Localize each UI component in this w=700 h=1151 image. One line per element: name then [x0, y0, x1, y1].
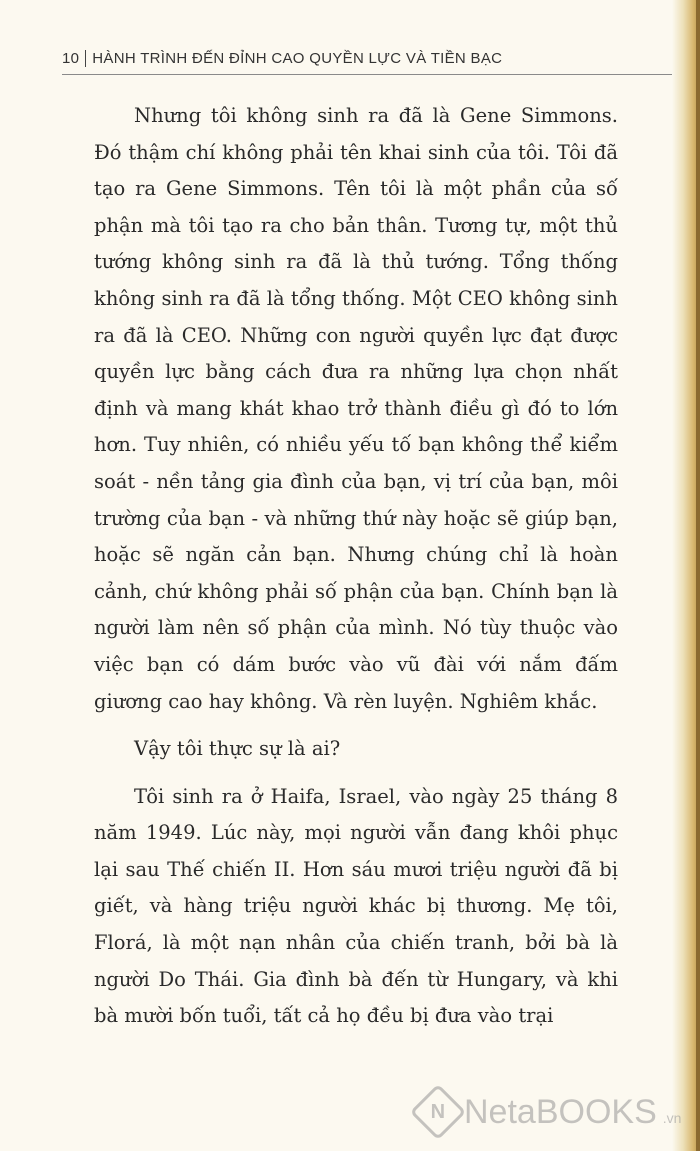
watermark-brand: NetaBOOKS — [464, 1092, 657, 1131]
body-text — [94, 98, 618, 1035]
running-title: HÀNH TRÌNH ĐẾN ĐỈNH CAO QUYỀN LỰC VÀ TIỀN BẠC — [92, 50, 503, 67]
watermark-suffix: .vn — [662, 1110, 682, 1126]
watermark — [418, 1086, 681, 1138]
netabooks-logo-icon: N — [410, 1084, 467, 1141]
paragraph: Tôi sinh ra ở Haifa, Israel, vào ngày 25 tháng 8 năm 1949. Lúc này, mọi người vẫn đang khôi phục lại sau Thế chiến II. Hơn sáu mươi triệu người đã bị giết, và hàng triệu người khác bị thương. Mẹ tôi, Florá, là một nạn nhân của chiến tranh, bởi bà là người Do Thái. Gia đình bà đến từ Hungary, và khi bà mười bốn tuổi, tất cả họ đều bị đưa vào trại — [94, 784, 618, 1028]
page-edge — [696, 0, 700, 1151]
page-number: 10 — [62, 50, 86, 67]
paragraph: Nhưng tôi không sinh ra đã là Gene Simmons. Đó thậm chí không phải tên khai sinh của tôi. Tôi đã tạo ra Gene Simmons. Tên tôi là một phần của số phận mà tôi tạo ra cho bản thân. Tương tự, một thủ tướng không sinh ra đã là thủ tướng. Tổng thống không sinh ra đã là tổng thống. Một CEO không sinh ra đã là CEO. Những con người quyền lực đạt được quyền lực bằng cách đưa ra những lựa chọn nhất định và mang khát khao trở thành điều gì đó to lớn hơn. Tuy nhiên, có nhiều yếu tố bạn không thể kiểm soát - nền tảng gia đình của bạn, vị trí của bạn, môi trường của bạn - và những thứ này hoặc sẽ giúp bạn, hoặc sẽ ngăn cản bạn. Nhưng chúng chỉ là hoàn cảnh, chứ không phải số phận của bạn. Chính bạn là người làm nên số phận của mình. Nó tùy thuộc vào việc bạn có dám bước vào vũ đài với nắm đấm giương cao hay không. Và rèn luyện. Nghiêm khắc. — [94, 104, 618, 713]
paragraph: Vậy tôi thực sự là ai? — [134, 737, 341, 761]
running-header — [62, 50, 682, 75]
